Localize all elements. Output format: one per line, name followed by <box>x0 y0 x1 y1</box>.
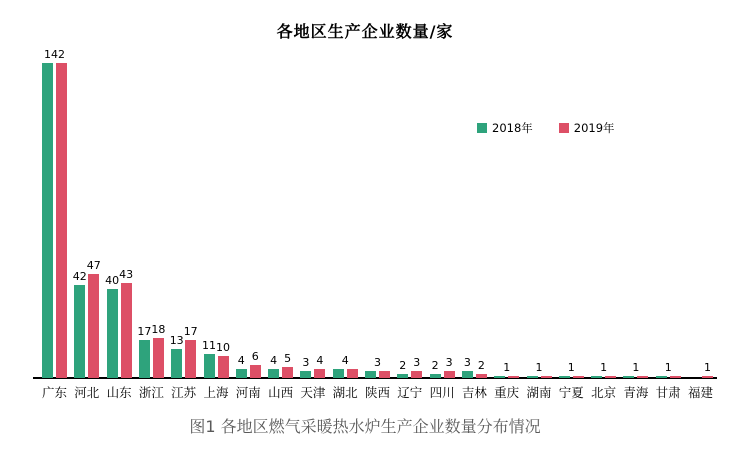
value-label: 3 <box>302 356 310 370</box>
value-label: 47 <box>86 258 101 272</box>
value-label: 42 <box>72 269 87 283</box>
value-label: 4 <box>341 354 349 368</box>
bar-2018-青海 <box>623 376 634 378</box>
chart-title: 各地区生产企业数量/家 <box>276 22 454 41</box>
value-label: 4 <box>237 354 245 368</box>
bar-2018-江苏 <box>171 349 182 378</box>
x-tick-label-福建: 福建 <box>687 386 713 400</box>
bar-2018-河北 <box>74 285 85 378</box>
bar-2019-广东 <box>56 63 67 378</box>
bar-2018-山东 <box>107 289 118 378</box>
x-tick-label-河南: 河南 <box>235 386 261 400</box>
value-label: 4 <box>270 354 278 368</box>
bar-2019-宁夏 <box>573 376 584 378</box>
value-label: 17 <box>137 325 152 339</box>
value-label: 11 <box>202 338 216 352</box>
x-tick-label-重庆: 重庆 <box>494 386 520 400</box>
value-label: 3 <box>413 356 421 370</box>
value-label: 1 <box>503 360 511 374</box>
x-tick-label-北京: 北京 <box>591 386 617 400</box>
value-label: 13 <box>169 334 184 348</box>
bar-2019-湖北 <box>347 369 358 378</box>
bar-2019-湖南 <box>541 376 552 378</box>
bar-2018-上海 <box>204 354 215 378</box>
value-label: 18 <box>151 323 166 337</box>
bar-2019-重庆 <box>508 376 519 378</box>
bar-2018-陕西 <box>365 371 376 378</box>
value-label: 5 <box>284 351 292 365</box>
x-tick-label-陕西: 陕西 <box>364 386 390 400</box>
x-tick-label-吉林: 吉林 <box>461 386 487 400</box>
bar-2019-青海 <box>637 376 648 378</box>
bar-2018-湖南 <box>527 376 538 378</box>
value-label: 3 <box>374 356 381 370</box>
x-tick-label-河北: 河北 <box>74 386 100 400</box>
x-tick-label-山东: 山东 <box>106 386 132 400</box>
bar-2019-甘肃 <box>670 376 681 378</box>
bar-2018-山西 <box>268 369 279 378</box>
value-label: 43 <box>119 267 134 281</box>
value-label: 3 <box>445 356 453 370</box>
bar-2018-湖北 <box>333 369 344 378</box>
bar-2019-吉林 <box>476 374 487 378</box>
legend-label-2018: 2018年 <box>492 121 533 135</box>
value-label: 1 <box>600 360 608 374</box>
bar-2018-河南 <box>236 369 247 378</box>
x-tick-label-广东: 广东 <box>41 386 67 400</box>
x-tick-label-上海: 上海 <box>203 386 229 400</box>
bar-2018-甘肃 <box>656 376 667 378</box>
bar-2019-天津 <box>314 369 325 378</box>
x-tick-label-四川: 四川 <box>429 386 455 400</box>
bar-2018-广东 <box>42 63 53 378</box>
value-label: 1 <box>632 360 640 374</box>
legend-label-2019: 2019年 <box>573 121 615 135</box>
x-tick-label-湖南: 湖南 <box>526 386 552 400</box>
bar-2019-河北 <box>88 274 99 378</box>
value-label: 4 <box>316 354 324 368</box>
bar-2018-宁夏 <box>559 376 570 378</box>
bar-2018-北京 <box>591 376 602 378</box>
bar-2018-辽宁 <box>397 374 408 378</box>
x-tick-label-天津: 天津 <box>300 386 326 400</box>
value-label: 3 <box>463 356 471 370</box>
value-label: 2 <box>431 358 439 372</box>
x-tick-label-宁夏: 宁夏 <box>558 386 584 400</box>
bar-2019-北京 <box>605 376 616 378</box>
bar-2018-天津 <box>300 371 311 378</box>
x-tick-label-浙江: 浙江 <box>138 386 164 400</box>
bar-2018-浙江 <box>139 340 150 378</box>
x-tick-label-青海: 青海 <box>623 386 649 400</box>
value-label: 2 <box>399 358 407 372</box>
x-tick-label-江苏: 江苏 <box>171 386 197 400</box>
x-tick-label-湖北: 湖北 <box>332 386 358 400</box>
bar-2018-四川 <box>430 374 441 378</box>
bar-2019-陕西 <box>379 371 390 378</box>
value-label: 6 <box>251 349 259 363</box>
bar-2018-重庆 <box>494 376 505 378</box>
value-label: 1 <box>664 360 672 374</box>
figure-caption: 图1 各地区燃气采暖热水炉生产企业数量分布情况 <box>189 417 541 436</box>
x-tick-label-辽宁: 辽宁 <box>397 386 423 400</box>
value-label: 10 <box>216 340 230 354</box>
value-label: 40 <box>105 274 120 288</box>
value-label: 142 <box>44 48 65 61</box>
value-label: 1 <box>535 360 543 374</box>
x-tick-label-山西: 山西 <box>268 386 294 400</box>
value-label: 1 <box>704 360 711 374</box>
value-label: 2 <box>477 358 485 372</box>
bar-2019-辽宁 <box>411 371 422 378</box>
x-tick-label-甘肃: 甘肃 <box>655 386 681 400</box>
bar-2019-四川 <box>444 371 455 378</box>
bar-2019-福建 <box>702 376 713 378</box>
value-label: 1 <box>567 360 575 374</box>
value-label: 17 <box>183 325 198 339</box>
bar-2018-吉林 <box>462 371 473 378</box>
